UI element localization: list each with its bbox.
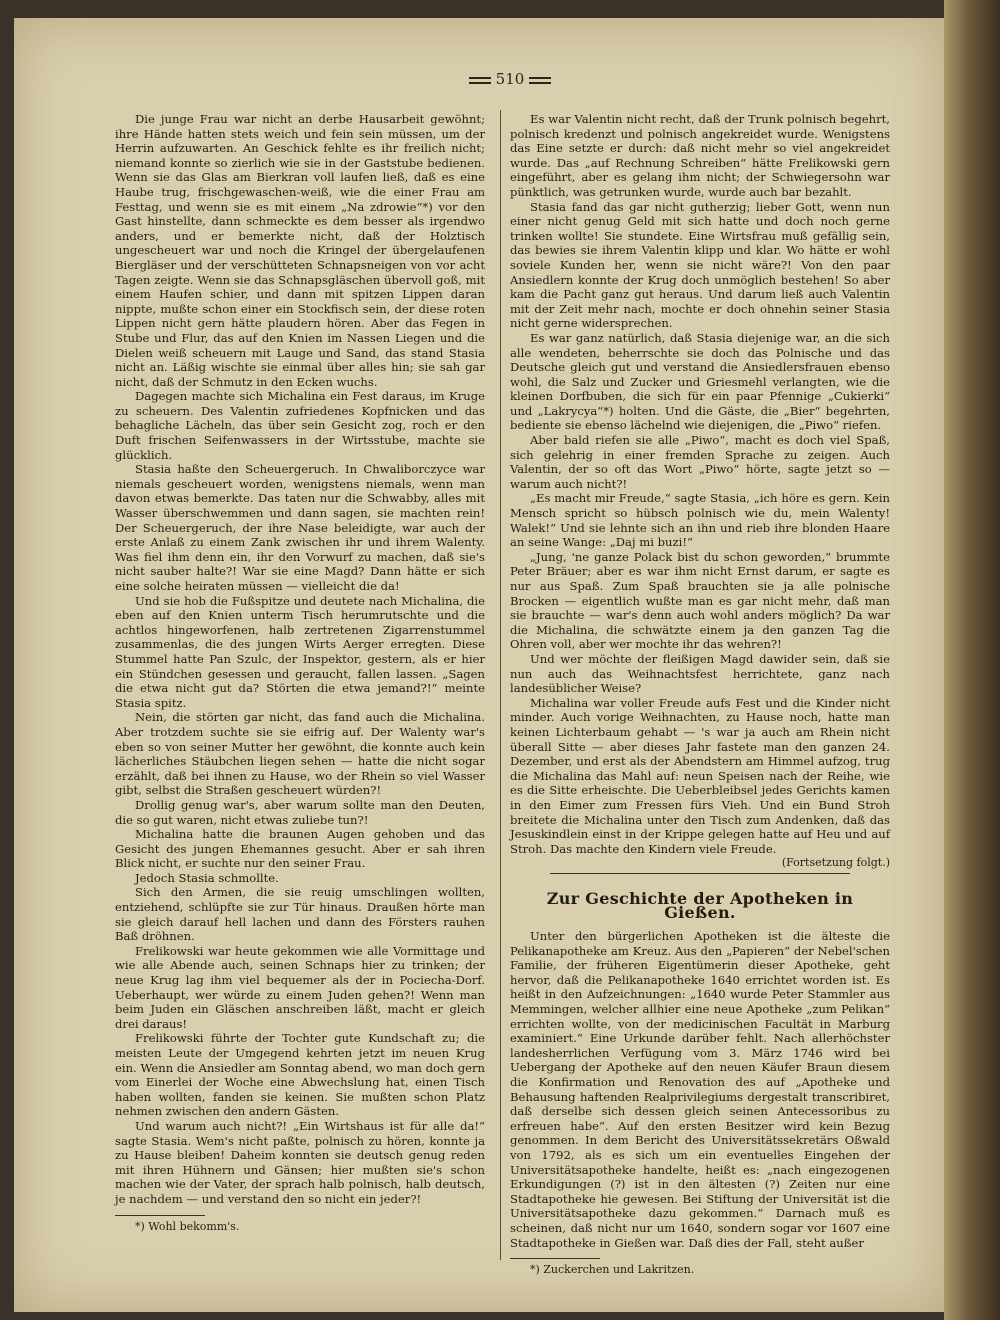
continued-note: (Fortsetzung folgt.) [781, 856, 890, 870]
paragraph: Aber bald riefen sie alle „Piwo“, macht es doch viel Spaß, sich gelehrig in einer fremden Sprache zu zeigen. Auch Valentin, der so oft das Wort „Piwo“ hörte, sagte jetzt so — warum auch nicht?! [510, 433, 890, 491]
paragraph: Jedoch Stasia schmollte. [135, 870, 279, 885]
paragraph: Nein, die störten gar nicht, das fand auch die Michalina. Aber trotzdem suchte sie sie eifrig auf. Der Walenty war's eben so von seiner Mutter her gewöhnt, die konnte auch kein lächerliches Stäubchen liegen sehen — hatte die nicht sogar erzählt, daß bei ihnen zu Hause, wo der Rhein so viel Wasser gibt, selbst die Straßen gescheuert würden?! [115, 710, 485, 798]
paragraph: Michalina war voller Freude aufs Fest und die Kinder nicht minder. Auch vorige Weihnachten, zu Hause noch, hatte man keinen Lichterbaum gehabt — 's war ja auch am Rhein nicht überall Sitte — aber dieses Jahr fastete man den ganzen 24. Dezember, und erst als der Abendstern am Himmel aufzog, trug die Michalina das Mahl auf: neun Speisen nach der Reihe, wie es die Sitte erheischte. Die Ueberbleibsel jedes Gerichts kamen in den Eimer zum Fressen fürs Vieh. Und ein Bund Stroh breitete die Michalina unter den Tisch zum Andenken, daß das Jesuskindlein einst in der Krippe gelegen hatte auf Heu und auf Stroh. Das machte den Kindern viele Freude. [510, 695, 890, 856]
page-number: 510 [495, 70, 525, 88]
article-title: Zur Geschichte der Apotheken in Gießen. [546, 888, 854, 923]
paragraph: „Es macht mir Freude,“ sagte Stasia, „ich höre es gern. Kein Mensch spricht so hübsch polnisch wie du, mein Walenty! Walek!“ Und sie lehnte sich an ihn und rieb ihre blonden Haare an seine Wange: „Daj mi buzi!“ [510, 491, 890, 550]
paragraph: Stasia haßte den Scheuergeruch. In Chwaliborczyce war niemals gescheuert worden, wenigstens niemals, wenn man davon etwas bemerkte. Das taten nur die Schwabby, alles mit Wasser überschwemmen und dann sagen, sie machten rein! Der Scheuergeruch, der ihre Nase beleidigte, war auch der erste Anlaß zu einem Zank zwischen ihr und ihrem Walenty. Was fiel ihm denn ein, ihr den Vorwurf zu machen, daß sie's nicht sauber halte?! War sie eine Magd? Dann hätte er sich eine solche heiraten müssen — vielleicht die da! [115, 462, 485, 593]
page-header [455, 70, 565, 92]
paragraph: Frelikowski war heute gekommen wie alle Vormittage und wie alle Abende auch, seinen Schnaps hier zu trinken; der neue Krug lag ihm viel bequemer als der in Pociecha-Dorf. Ueberhaupt, wer würde zu einem Juden gehen?! Wenn man beim Juden ein Gläschen anschreiben läßt, macht er gleich drei daraus! [115, 943, 485, 1031]
paragraph: Frelikowski führte der Tochter gute Kundschaft zu; die meisten Leute der Umgegend kehrten jetzt im neuen Krug ein. Wenn die Ansiedler am Sonntag abend, wo man doch gern vom Einerlei der Woche eine Abwechslung hat, einen Tisch haben wollten, fanden sie keinen. Sie mußten schon Platz nehmen zwischen den andern Gästen. [115, 1031, 485, 1119]
paragraph: Und wer möchte der fleißigen Magd dawider sein, daß sie nun auch das Weihnachtsfest herrichtete, ganz nach landesüblicher Weise? [510, 651, 890, 696]
article-paragraph: Unter den bürgerlichen Apotheken ist die älteste die Pelikanapotheke am Kreuz. Aus den „Papieren“ der Nebel'schen Familie, der früheren Eigentümerin dieser Apotheke, geht hervor, daß die Pelikanapotheke 1640 errichtet worden ist. Es heißt in den Aufzeichnungen: „1640 wurde Peter Stammler aus Memmingen, welcher allhier eine neue Apotheke „zum Pelikan“ errichten wollte, von der medicinischen Facultät in Marburg examiniert.“ Eine Urkunde darüber fehlt. Nach allerhöchster landesherrlichen Verfügung vom 3. März 1746 wird bei Uebergang der Apotheke auf den neuen Käufer Braun diesem die Konfirmation und Renovation des auf „Apotheke und Behausung haftenden Realprivilegiums dergestalt transcribiret, daß derselbe sich dessen gleich seinen Antecessoribus zu erfreuen habe“. Auf den ersten Besitzer wird kein Bezug genommen. In dem Bericht des Universitätssekretärs Oßwald von 1792, als es sich um ein eventuelles Eingehen der Universitätsapotheke handelte, heißt es: „nach eingezogenen Erkundigungen (?) ist in den ältesten (?) Zeiten nur eine Stadtapotheke hie gewesen. Bei Stiftung der Universität ist die Universitätsapotheke dazu gekommen.“ Darnach muß es scheinen, daß nicht nur um 1640, sondern sogar vor 1607 eine Stadtapotheke in Gießen war. Daß dies der Fall, steht außer [510, 929, 890, 1250]
paragraph: Die junge Frau war nicht an derbe Hausarbeit gewöhnt; ihre Hände hatten stets weich und fein sein müssen, um der Herrin aufzuwarten. An Geschick fehlte es ihr freilich nicht; niemand konnte so zierlich wie sie in der Gaststube bedienen. Wenn sie das Glas am Bierkran voll laufen ließ, daß es eine Haube trug, frischgewaschen-weiß, wie die einer Frau am Festtag, und wenn sie es mit einem „Na zdrowie“*) vor den Gast hinstellte, dann schmeckte es dem besser als irgendwo anders, und er bemerkte nicht, daß der Holztisch ungescheuert war und noch die Kringel der übergelaufenen Biergläser und der verschütteten Schnapsneigen von vor acht Tagen zeigte. Wenn sie das Schnapsgläschen übervoll goß, mit einem Haufen schier, und dann mit spitzen Lippen daran nippte, mußte schon einer ein Stockfisch sein, der diese roten Lippen nicht gern hätte plaudern hören. Aber das Fegen in Stube und Flur, das auf den Knien im Nassen Liegen und die Dielen weiß scheuern mit Lauge und Sand, das stand Stasia nicht an. Läßig wischte sie einmal über alles hin; sie sah gar nicht, daß der Schmutz in den Ecken wuchs. [115, 112, 485, 389]
footnote: *) Zuckerchen und Lakritzen. [530, 1263, 695, 1277]
left-column [115, 112, 485, 1234]
right-column [510, 112, 890, 1278]
paragraph: Und sie hob die Fußspitze und deutete nach Michalina, die eben auf den Knien unterm Tisch herumrutschte und die achtlos hingeworfenen, halb zertretenen Zigarrenstummel zusammenlas, die des jungen Wirts Aerger erregten. Diese Stummel hatte Pan Szulc, der Inspektor, gestern, als er hier ein Stündchen gesessen und geraucht, fallen lassen. „Sagen die etwa nicht gut da? Störten die etwa jemand?!“ meinte Stasia spitz. [115, 593, 485, 710]
column-divider [500, 110, 501, 1260]
paragraph: Michalina hatte die braunen Augen gehoben und das Gesicht des jungen Ehemannes gesucht. Aber er sah ihren Blick nicht, er suchte nur den seiner Frau. [115, 827, 485, 871]
paragraph: Es war ganz natürlich, daß Stasia diejenige war, an die sich alle wendeten, beherrschte sie doch das Polnische und das Deutsche gleich gut und verstand die Ansiedlersfrauen ebenso wohl, die Salz und Zucker und Griesmehl verlangten, wie die kleinen Dorfbuben, die sich für ein paar Pfennige „Cukierki“ und „Lakrycya“*) holten. Und die Gäste, die „Bier“ begehrten, bediente sie ebenso lächelnd wie diejenigen, die „Piwo“ riefen. [510, 330, 890, 433]
footnote-rule [115, 1215, 205, 1216]
paragraph: Drollig genug war's, aber warum sollte man den Deuten, die so gut waren, nicht etwas zuliebe tun?! [115, 797, 485, 827]
section-rule [550, 873, 850, 874]
book-spine [944, 0, 1000, 1320]
footnote-rule [510, 1258, 600, 1259]
paragraph: Stasia fand das gar nicht gutherzig; lieber Gott, wenn nun einer nicht genug Geld mit sich hatte und doch noch gerne trinken wollte! Sie stundete. Eine Wirtsfrau muß gefällig sein, das bewies sie ihrem Valentin klipp und klar. Wo hätte er wohl soviele Kunden her, wenn sie nicht wäre?! Von den paar Ansiedlern konnte der Krug doch unmöglich bestehen! So aber kam die Pacht ganz gut heraus. Und darum ließ auch Valentin mit der Zeit mehr nach, mochte er doch ohnehin seiner Stasia nicht gerne widersprechen. [510, 199, 890, 331]
header-ornament-right [529, 77, 551, 84]
paragraph: Sich den Armen, die sie reuig umschlingen wollten, entziehend, schlüpfte sie zur Tür hinaus. Draußen hörte man sie gleich darauf hell lachen und dann des Försters rauhen Baß dröhnen. [115, 885, 485, 944]
paragraph: „Jung, 'ne ganze Polack bist du schon geworden,“ brummte Peter Bräuer; aber es war ihm nicht Ernst darum, er sagte es nur aus Spaß. Zum Spaß brauchten sie ja alle polnische Brocken — eigentlich wußte man es gar nicht mehr, daß man sie brauchte — war's denn auch wohl anders möglich? Da war die Michalina, die schwätzte einem ja den ganzen Tag die Ohren voll, aber wer mochte ihr das wehren?! [510, 549, 890, 652]
header-ornament-left [469, 77, 491, 84]
paragraph: Es war Valentin nicht recht, daß der Trunk polnisch begehrt, polnisch kredenzt und polnisch angekreidet wurde. Wenigstens das Eine setzte er durch: daß nicht mehr so viel angekreidet wurde. Das „auf Rechnung Schreiben“ hätte Frelikowski gern eingeführt, aber es gelang ihm nicht; der Schwiegersohn war pünktlich, was getrunken wurde, wurde auch bar bezahlt. [510, 112, 890, 199]
paragraph: Und warum auch nicht?! „Ein Wirtshaus ist für alle da!“ sagte Stasia. Wem's nicht paßte, polnisch zu hören, konnte ja zu Hause bleiben! Daheim konnten sie deutsch genug reden mit ihren Hühnern und Gänsen; hier mußten sie's schon machen wie der Vater, der sprach halb polnisch, halb deutsch, je nachdem — und verstand den so nicht ein jeder?! [115, 1118, 485, 1206]
footnote: *) Wohl bekomm's. [135, 1219, 240, 1233]
paragraph: Dagegen machte sich Michalina ein Fest daraus, im Kruge zu scheuern. Des Valentin zufriedenes Kopfnicken und das behagliche Lächeln, das über sein Gesicht zog, roch er den Duft frischen Seifenwassers in der Wirtsstube, machte sie glücklich. [115, 389, 485, 462]
